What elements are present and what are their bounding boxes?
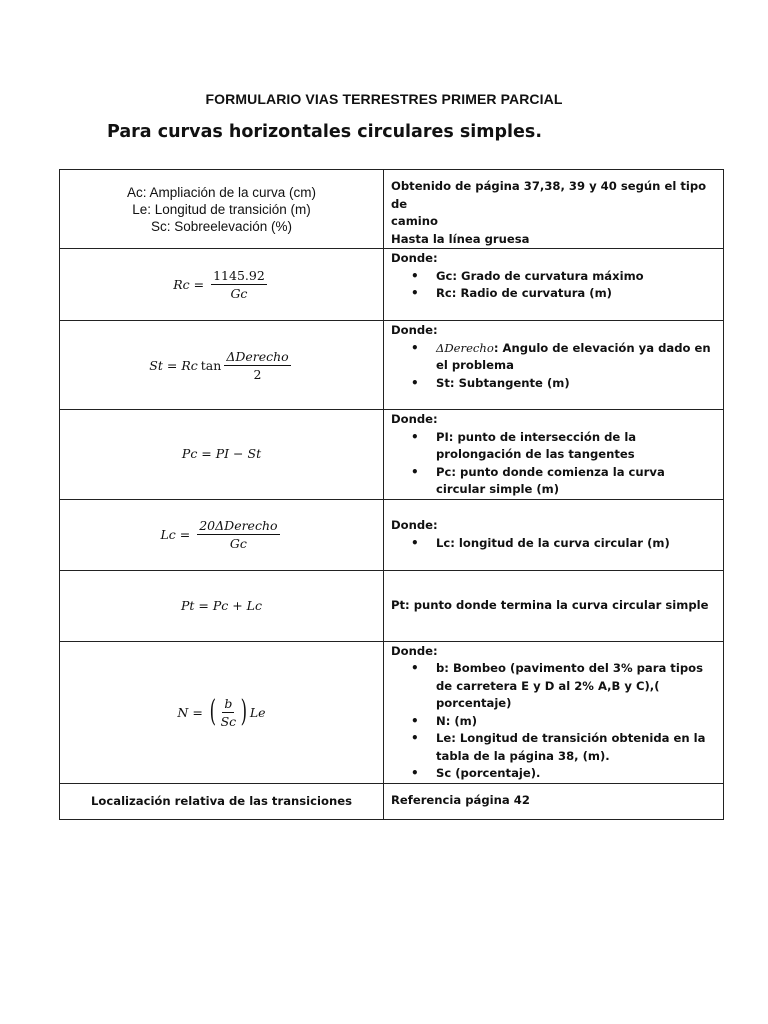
bullet-list: [391, 535, 717, 553]
fraction-denominator: Sc: [220, 713, 237, 729]
donde-label: Donde:: [391, 518, 438, 532]
list-item: • N: (m): [391, 713, 717, 731]
bullet-list: [391, 268, 717, 303]
equals-sign: =: [193, 277, 205, 292]
bullet-icon: •: [411, 340, 419, 355]
bullet-icon: •: [411, 429, 419, 444]
page-title: FORMULARIO VIAS TERRESTRES PRIMER PARCIAL: [205, 91, 563, 107]
fraction-denominator: Gc: [230, 286, 248, 301]
source-line: Obtenido de página 37,38, 39 y 40 según el tipo de: [391, 179, 707, 211]
table-row: [60, 170, 724, 249]
bullet-icon: •: [411, 286, 419, 300]
equals-sign: =: [192, 704, 203, 720]
formula-cell-pc: [60, 410, 384, 500]
formula-term: Rc: [181, 357, 198, 373]
source-line: Hasta la línea gruesa: [391, 231, 530, 246]
fraction-denominator: 2: [253, 366, 262, 382]
bullet-icon: •: [411, 766, 419, 780]
transition-location-label: Localización relativa de las transiciones: [91, 794, 352, 808]
formula-cell-pt: [60, 570, 384, 641]
list-item: • Lc: longitud de la curva circular (m): [391, 535, 717, 553]
transition-location-cell: [60, 783, 384, 819]
donde-label: Donde:: [391, 323, 438, 337]
fraction-numerator: ΔDerecho: [226, 348, 289, 364]
bullet-list: [391, 340, 717, 393]
fraction-denominator: Gc: [229, 536, 247, 551]
table-row: [60, 783, 724, 819]
formula-cell-rc: [60, 249, 384, 321]
list-item: • Rc: Radio de curvatura (m): [391, 285, 717, 303]
explanation-cell-rc: [384, 249, 724, 321]
list-item: • Pc: punto donde comienza la curva circular simple (m): [411, 464, 665, 496]
close-paren: ): [240, 694, 248, 729]
formula-n: [177, 696, 265, 729]
equals-sign: =: [179, 527, 191, 542]
donde-label: Donde:: [391, 251, 438, 265]
formula-lhs: N: [177, 704, 189, 720]
fraction-numerator: b: [224, 695, 233, 711]
formula-pt: Pt = Pc + Lc: [181, 597, 262, 613]
donde-label: Donde:: [391, 412, 438, 426]
fraction: [197, 518, 279, 551]
formula-cell-n: [60, 641, 384, 783]
list-item: • St: Subtangente (m): [391, 375, 717, 393]
reference-cell: [384, 783, 724, 819]
fraction: [211, 268, 267, 301]
explanation-cell-lc: [384, 499, 724, 570]
bullet-icon: •: [411, 661, 419, 675]
bullet-list: [391, 429, 717, 499]
formula-lhs: St: [149, 357, 163, 373]
reference-text: Referencia página 42: [391, 793, 530, 808]
definition-sc: Sc: Sobreelevación (%): [150, 218, 293, 234]
formula-lc: [160, 518, 282, 551]
list-item: • Le: Longitud de transición obtenida en la tabla de la página 38, (m).: [411, 731, 706, 763]
table-row: [60, 499, 724, 570]
formula-cell-lc: [60, 499, 384, 570]
list-item: • PI: punto de intersección de la prolongación de las tangentes: [411, 429, 637, 461]
bullet-icon: •: [411, 713, 419, 728]
explanation-cell-pt: [384, 570, 724, 641]
explanation-cell-st: [384, 321, 724, 410]
list-item: • b: Bombeo (pavimento del 3% para tipos de carretera E y D al 2% A,B y C),( porcentaje): [411, 661, 703, 710]
table-row: [60, 249, 724, 321]
list-item: • Gc: Grado de curvatura máximo: [391, 268, 717, 286]
formula-lhs: Rc: [173, 277, 190, 292]
explanation-cell-n: [384, 641, 724, 783]
bullet-icon: •: [411, 731, 419, 745]
formula-pc: Pc = PI − St: [181, 446, 262, 462]
formula-term: Le: [249, 704, 266, 720]
formula-st: [149, 349, 293, 382]
table-row: [60, 570, 724, 641]
table-row: [60, 641, 724, 783]
source-cell: [384, 170, 724, 249]
definition-ac: Ac: Ampliación de la curva (cm): [126, 184, 317, 200]
list-item: • Sc (porcentaje).: [391, 765, 717, 783]
bullet-icon: •: [411, 375, 419, 390]
definition-le: Le: Longitud de transición (m): [132, 201, 311, 217]
fraction: [224, 349, 290, 382]
table-row: [60, 410, 724, 500]
definitions-cell: [60, 170, 384, 249]
list-item: • ΔDerecho: Angulo de elevación ya dado en el problema: [411, 340, 711, 372]
section-title: Para curvas horizontales circulares simples.: [107, 122, 542, 142]
formula-cell-st: [60, 321, 384, 410]
explanation-cell-pc: [384, 410, 724, 500]
source-line: camino: [391, 214, 438, 228]
formula-lhs: Lc: [160, 527, 176, 542]
fraction-numerator: 1145.92: [213, 268, 265, 283]
open-paren: (: [209, 694, 216, 729]
bullet-list: [391, 660, 717, 783]
bullet-icon: •: [411, 464, 419, 479]
donde-label: Donde:: [391, 643, 438, 658]
formula-function: tan: [200, 357, 222, 373]
formula-table: [59, 169, 724, 820]
explanation-text: Pt: punto donde termina la curva circular simple: [391, 597, 709, 612]
inline-math: ΔDerecho: [436, 340, 494, 355]
fraction: [219, 696, 239, 729]
formula-rc: [173, 268, 270, 301]
table-row: [60, 321, 724, 410]
fraction-numerator: 20ΔDerecho: [199, 518, 278, 533]
bullet-icon: •: [411, 535, 419, 550]
equals-sign: =: [166, 357, 178, 373]
bullet-icon: •: [411, 268, 419, 283]
